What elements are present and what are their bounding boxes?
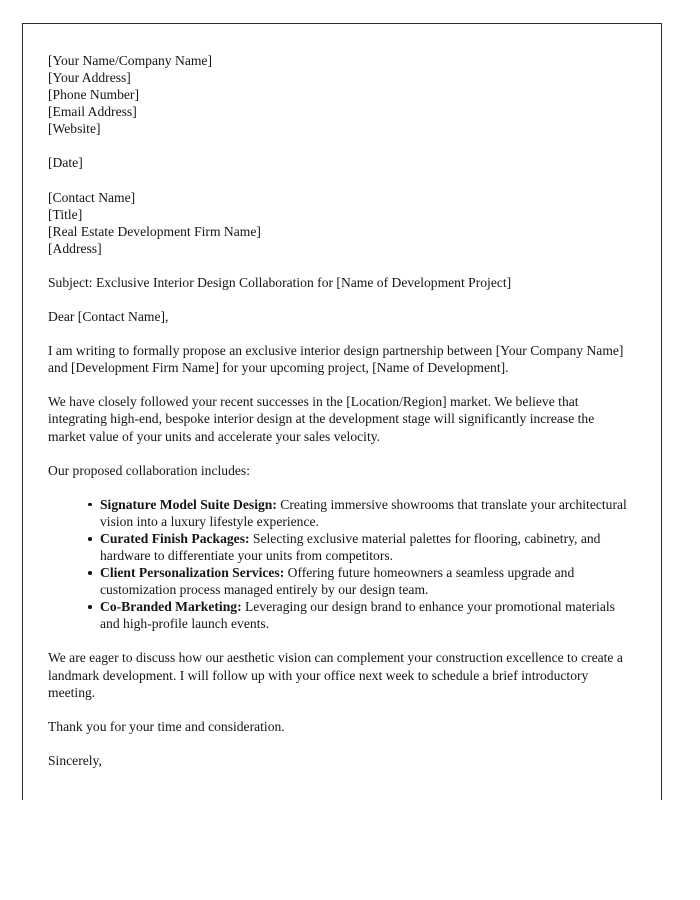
spacer: [48, 632, 628, 649]
list-item: [88, 598, 628, 632]
body-paragraph-2: We have closely followed your recent successes in the [Location/Region] market. We believe that integrating high-end, bespoke interior design at the development stage will significantly increase the market value of your units and accelerate your sales velocity.: [48, 394, 595, 444]
list-item-lead: Signature Model Suite Design:: [100, 496, 277, 512]
list-item-lead: Curated Finish Packages:: [100, 530, 250, 546]
list-item-text: Selecting exclusive material palettes for flooring, cabinetry, and hardware to differentiate your units from competitors.: [100, 530, 601, 563]
salutation: Dear [Contact Name],: [48, 309, 169, 325]
list-item-text: Creating immersive showrooms that translate your architectural vision into a luxury lifestyle experience.: [100, 496, 627, 529]
bullet-disc-icon: [88, 605, 92, 609]
spacer: [48, 291, 628, 308]
recipient-title-line: [Title]: [48, 206, 83, 222]
list-item-lead: Client Personalization Services:: [100, 565, 285, 581]
sender-phone-line: [Phone Number]: [48, 87, 139, 103]
proposal-bullet-list: [48, 496, 628, 633]
closing-line: Sincerely,: [48, 752, 102, 768]
sender-email-line: [Email Address]: [48, 104, 137, 120]
recipient-address-block: [48, 189, 628, 257]
recipient-contact-name-line: [Contact Name]: [48, 189, 136, 205]
bullet-disc-icon: [88, 571, 92, 575]
list-item: [88, 530, 628, 564]
letter-content: [48, 52, 628, 769]
spacer: [48, 137, 628, 154]
letter-page: [22, 23, 662, 800]
bullet-disc-icon: [88, 537, 92, 541]
list-intro: Our proposed collaboration includes:: [48, 462, 250, 478]
spacer: [48, 257, 628, 274]
date-line: [Date]: [48, 155, 83, 171]
spacer: [48, 445, 628, 462]
sender-name-line: [Your Name/Company Name]: [48, 53, 212, 68]
sender-address-line: [Your Address]: [48, 70, 131, 86]
spacer: [48, 325, 628, 342]
spacer: [48, 172, 628, 189]
list-item-text: Offering future homeowners a seamless upgrade and customization process managed entirely by our design team.: [100, 565, 575, 598]
list-item: [88, 496, 628, 530]
spacer: [48, 735, 628, 752]
sender-address-block: [48, 52, 628, 137]
list-item: [88, 564, 628, 598]
spacer: [48, 701, 628, 718]
body-paragraph-3: We are eager to discuss how our aesthetic vision can complement your construction excellence to create a landmark development. I will follow up with your office next week to schedule a brief introductory meeting.: [48, 650, 623, 700]
body-paragraph-4: Thank you for your time and consideration.: [48, 718, 285, 734]
list-item-lead: Co-Branded Marketing:: [100, 599, 242, 615]
spacer: [48, 376, 628, 393]
subject-line: Subject: Exclusive Interior Design Collaboration for [Name of Development Project]: [48, 274, 512, 290]
recipient-address-line: [Address]: [48, 240, 102, 256]
sender-website-line: [Website]: [48, 121, 101, 137]
spacer: [48, 479, 628, 496]
body-paragraph-1: I am writing to formally propose an exclusive interior design partnership between [Your Company Name] and [Development Firm Name] for your upcoming project, [Name of Development].: [48, 343, 624, 376]
recipient-firm-line: [Real Estate Development Firm Name]: [48, 223, 261, 239]
list-item-text: Leveraging our design brand to enhance your promotional materials and high-profile launch events.: [100, 599, 615, 632]
bullet-disc-icon: [88, 503, 92, 507]
